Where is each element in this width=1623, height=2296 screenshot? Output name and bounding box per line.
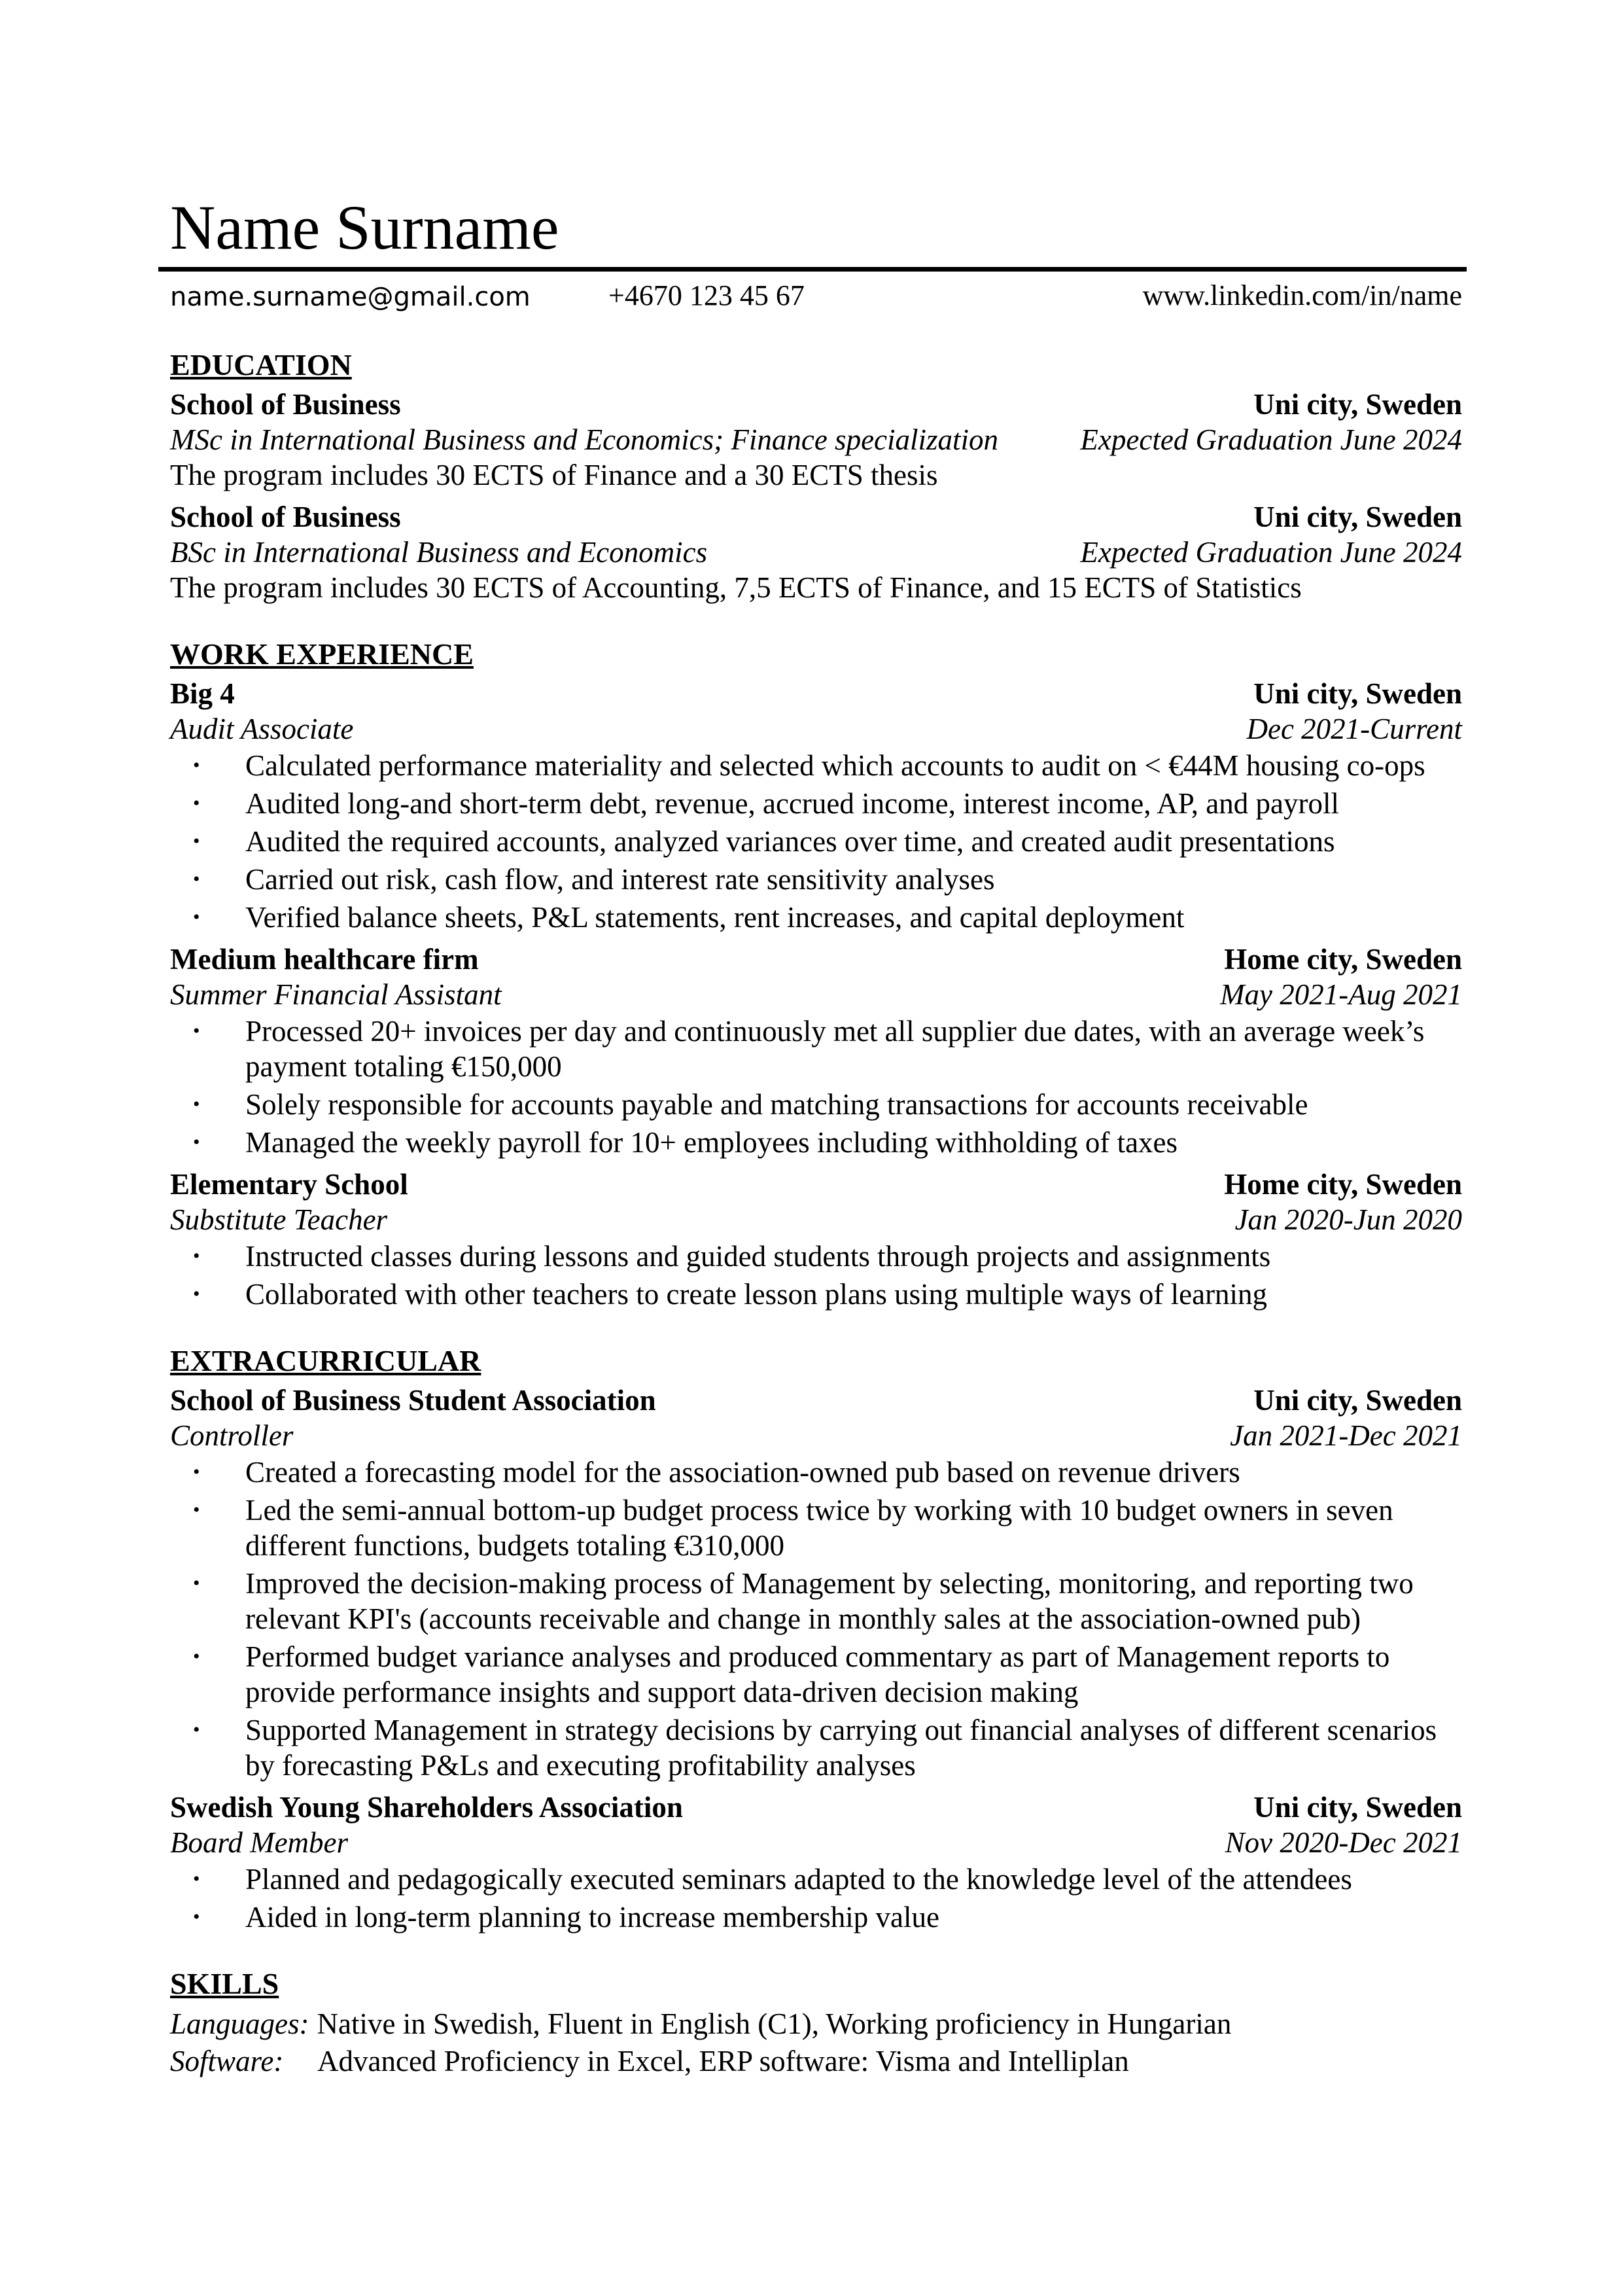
institution: School of Business <box>170 388 401 421</box>
date-range: Jan 2020-Jun 2020 <box>1234 1203 1462 1236</box>
bullet-list <box>170 1455 1462 1783</box>
work-entry <box>170 676 1462 935</box>
languages-skill <box>170 2005 1462 2043</box>
location: Home city, Sweden <box>1224 1168 1462 1201</box>
header-divider <box>158 267 1467 272</box>
employer: Big 4 <box>170 677 235 710</box>
job-title: Substitute Teacher <box>170 1203 388 1236</box>
phone-number: +4670 123 45 67 <box>608 279 805 311</box>
date-range: Expected Graduation June 2024 <box>1080 536 1462 569</box>
program-note: The program includes 30 ECTS of Accounting, 7,5 ECTS of Finance, and 15 ECTS of Statistics <box>170 571 1302 604</box>
date-range: May 2021-Aug 2021 <box>1220 978 1462 1011</box>
bullet-item: • Instructed classes during lessons and guided students through projects and assignments <box>170 1239 1462 1274</box>
extracurricular-entry <box>170 1790 1462 1935</box>
skills-heading: SKILLS <box>170 1967 279 2000</box>
location: Home city, Sweden <box>1224 943 1462 976</box>
date-range: Dec 2021-Current <box>1246 713 1462 745</box>
extracurricular-entry <box>170 1383 1462 1783</box>
resume-content <box>170 192 1462 2080</box>
date-range: Jan 2021-Dec 2021 <box>1230 1419 1462 1452</box>
location: Uni city, Sweden <box>1253 677 1462 710</box>
bullet-item: • Solely responsible for accounts payable and matching transactions for accounts receivable <box>170 1087 1462 1122</box>
bullet-item: • Performed budget variance analyses and produced commentary as part of Management reports to provide performance insights and support data-driven decision making <box>170 1639 1462 1710</box>
software-label: Software: <box>170 2045 284 2077</box>
organization: Swedish Young Shareholders Association <box>170 1791 683 1824</box>
bullet-item: • Supported Management in strategy decisions by carrying out financial analyses of different scenarios by forecasting P&Ls and executing profitability analyses <box>170 1712 1462 1783</box>
bullet-item: • Led the semi-annual bottom-up budget process twice by working with 10 budget owners in seven different functions, budgets totaling €310,000 <box>170 1492 1462 1563</box>
job-title: Audit Associate <box>170 713 354 745</box>
extracurricular-heading: EXTRACURRICULAR <box>170 1344 481 1377</box>
bullet-item: • Aided in long-term planning to increase membership value <box>170 1899 1462 1935</box>
bullet-item: • Created a forecasting model for the association-owned pub based on revenue drivers <box>170 1455 1462 1490</box>
contact-line <box>170 272 1462 312</box>
bullet-item: • Collaborated with other teachers to create lesson plans using multiple ways of learning <box>170 1277 1462 1312</box>
bullet-list <box>170 1239 1462 1312</box>
date-range: Nov 2020-Dec 2021 <box>1225 1826 1462 1859</box>
degree: BSc in International Business and Economics <box>170 536 708 569</box>
organization: School of Business Student Association <box>170 1384 656 1417</box>
bullet-item: • Audited the required accounts, analyzed variances over time, and created audit presentations <box>170 824 1462 859</box>
employer: Medium healthcare firm <box>170 943 479 976</box>
work-entry <box>170 1167 1462 1312</box>
languages-label: Languages: <box>170 2007 309 2040</box>
job-title: Summer Financial Assistant <box>170 978 502 1011</box>
bullet-item: • Planned and pedagogically executed seminars adapted to the knowledge level of the attendees <box>170 1862 1462 1897</box>
location: Uni city, Sweden <box>1253 1791 1462 1824</box>
bullet-item: • Verified balance sheets, P&L statements, rent increases, and capital deployment <box>170 900 1462 935</box>
work-experience-heading: WORK EXPERIENCE <box>170 637 474 671</box>
education-entry <box>170 387 1462 493</box>
bullet-item: • Calculated performance materiality and selected which accounts to audit on < €44M housing co-ops <box>170 748 1462 783</box>
candidate-name: Name Surname <box>170 192 559 262</box>
bullet-item: • Managed the weekly payroll for 10+ employees including withholding of taxes <box>170 1125 1462 1160</box>
bullet-item: • Audited long-and short-term debt, revenue, accrued income, interest income, AP, and payroll <box>170 786 1462 821</box>
bullet-list <box>170 1014 1462 1160</box>
email-address: name.surname@gmail.com <box>170 282 531 312</box>
date-range: Expected Graduation June 2024 <box>1080 423 1462 456</box>
bullet-list <box>170 1862 1462 1935</box>
bullet-item: • Processed 20+ invoices per day and continuously met all supplier due dates, with an average week’s payment totaling €150,000 <box>170 1014 1462 1084</box>
work-entry <box>170 942 1462 1160</box>
program-note: The program includes 30 ECTS of Finance and a 30 ECTS thesis <box>170 459 938 491</box>
languages-value: Native in Swedish, Fluent in English (C1), Working proficiency in Hungarian <box>317 2007 1232 2040</box>
software-value: Advanced Proficiency in Excel, ERP software: Visma and Intelliplan <box>317 2045 1129 2077</box>
education-heading: EDUCATION <box>170 348 352 381</box>
bullet-list <box>170 748 1462 935</box>
linkedin-url: www.linkedin.com/in/name <box>1142 279 1462 311</box>
institution: School of Business <box>170 501 401 533</box>
education-entry <box>170 499 1462 605</box>
software-skill <box>170 2043 1462 2080</box>
position-title: Board Member <box>170 1826 349 1859</box>
bullet-item: • Carried out risk, cash flow, and interest rate sensitivity analyses <box>170 862 1462 897</box>
location: Uni city, Sweden <box>1253 1384 1462 1417</box>
location: Uni city, Sweden <box>1253 501 1462 533</box>
location: Uni city, Sweden <box>1253 388 1462 421</box>
degree: MSc in International Business and Economics; Finance specialization <box>170 423 999 456</box>
bullet-item: • Improved the decision-making process of Management by selecting, monitoring, and reporting two relevant KPI's (accounts receivable and change in monthly sales at the association-owned pub) <box>170 1566 1462 1636</box>
employer: Elementary School <box>170 1168 408 1201</box>
position-title: Controller <box>170 1419 294 1452</box>
